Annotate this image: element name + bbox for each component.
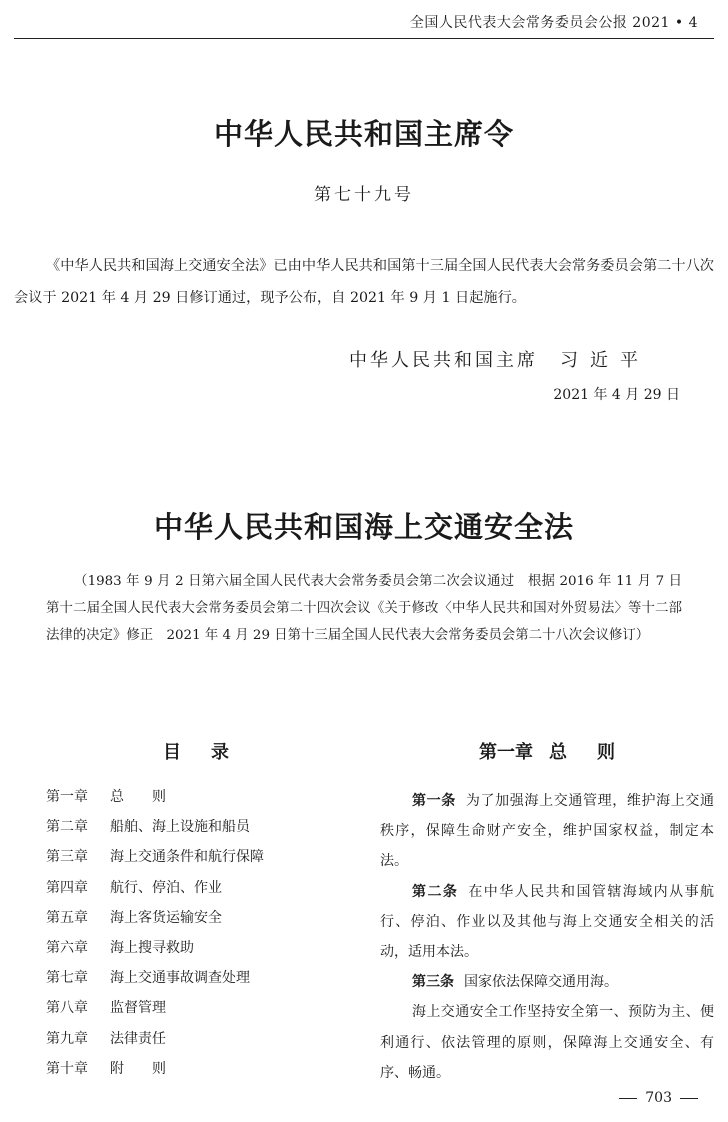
- decree-title: 中华人民共和国主席令: [213, 117, 514, 151]
- toc-item-number: 第一章: [46, 789, 88, 805]
- toc-item: [46, 816, 346, 846]
- signature-line: [349, 346, 650, 372]
- law-title: 中华人民共和国海上交通安全法: [153, 510, 574, 544]
- toc-item: [46, 967, 346, 997]
- article-label: 第一条: [412, 793, 456, 809]
- toc-item-title: 航行、停泊、作业: [110, 879, 222, 896]
- toc-item-number: 第六章: [46, 939, 88, 956]
- article-label: 第二条: [412, 883, 459, 900]
- header-rule: [14, 38, 714, 39]
- toc-item: [46, 997, 346, 1027]
- decree-date: 2021 年 4 月 29 日: [553, 387, 680, 403]
- dash-left: [619, 1098, 637, 1099]
- article-text: 国家依法保障交通用海。: [464, 974, 618, 991]
- signer-name: 习近平: [560, 350, 650, 371]
- chapter-one-section: [380, 738, 714, 1088]
- toc-item-title: 船舶、海上设施和船员: [110, 819, 250, 836]
- toc-item: [46, 1058, 346, 1088]
- chapter-name: 总则: [549, 742, 645, 763]
- toc-item-title: 海上交通条件和航行保障: [110, 849, 264, 866]
- toc-item: [46, 1028, 346, 1058]
- toc-item-title: 海上交通事故调查处理: [110, 970, 250, 987]
- page-number-text: 703: [645, 1090, 672, 1106]
- toc-heading: 目录: [163, 742, 259, 763]
- article-text: 海上交通安全工作坚持安全第一、预防为主、便利通行、依法管理的原则，保障海上交通安全、有序、畅通。: [380, 1004, 714, 1081]
- toc-item: [46, 907, 346, 937]
- decree-number: 第七十九号: [314, 185, 414, 205]
- toc-item: [46, 877, 346, 907]
- toc-item: [46, 937, 346, 967]
- article-text: 为了加强海上交通管理，维护海上交通秩序，保障生命财产安全，维护国家权益，制定本法。: [380, 793, 715, 870]
- article-label: 第三条: [412, 974, 454, 991]
- toc-item: [46, 846, 346, 876]
- toc-item-title: 总 则: [110, 789, 166, 805]
- toc-item-number: 第九章: [46, 1030, 88, 1047]
- toc-item-title: 法律责任: [110, 1030, 166, 1047]
- toc-item-number: 第八章: [46, 1000, 88, 1017]
- law-history-note: （1983 年 9 月 2 日第六届全国人民代表大会常务委员会第二次会议通过 根据 2016 年 11 月 7 日第十二届全国人民代表大会常务委员会第二十四次会议《关于修改〈中华人民共和国对外贸易法〉等十二部法律的决定》修正 2021 年 4 月 29 日第十三届全国人民代表大会常务委员会第二十八次会议修订）: [46, 574, 682, 643]
- toc-item-title: 附 则: [110, 1060, 166, 1077]
- article-2: [380, 877, 714, 968]
- journal-header-text: 全国人民代表大会常务委员会公报 2021 • 4: [409, 15, 698, 31]
- chapter-heading: [380, 738, 714, 764]
- toc-item-number: 第十章: [46, 1060, 88, 1077]
- toc-item-number: 第七章: [46, 970, 88, 987]
- article-1: [380, 786, 714, 877]
- toc-item-number: 第二章: [46, 819, 88, 836]
- decree-body: 《中华人民共和国海上交通安全法》已由中华人民共和国第十三届全国人民代表大会常务委员会第二十八次会议于 2021 年 4 月 29 日修订通过，现予公布，自 2021 年 9 月 1 日起施行。: [14, 258, 714, 306]
- chapter-number: 第一章: [479, 742, 533, 763]
- toc-item-title: 海上客货运输安全: [110, 909, 222, 926]
- toc-item-number: 第四章: [46, 879, 88, 896]
- article-text: 在中华人民共和国管辖海域内从事航行、停泊、作业以及其他与海上交通安全相关的活动，适用本法。: [380, 883, 715, 961]
- table-of-contents: [46, 738, 346, 1088]
- toc-item: [46, 786, 346, 816]
- dash-right: [680, 1098, 698, 1099]
- article-3: [380, 967, 714, 997]
- signer-title: 中华人民共和国主席: [349, 350, 538, 371]
- toc-item-number: 第三章: [46, 849, 88, 866]
- page-number: [611, 1090, 706, 1106]
- toc-item-title: 海上搜寻救助: [110, 939, 194, 956]
- toc-item-title: 监督管理: [110, 1000, 166, 1017]
- article-3-paragraph-2: [380, 997, 714, 1088]
- toc-item-number: 第五章: [46, 909, 88, 926]
